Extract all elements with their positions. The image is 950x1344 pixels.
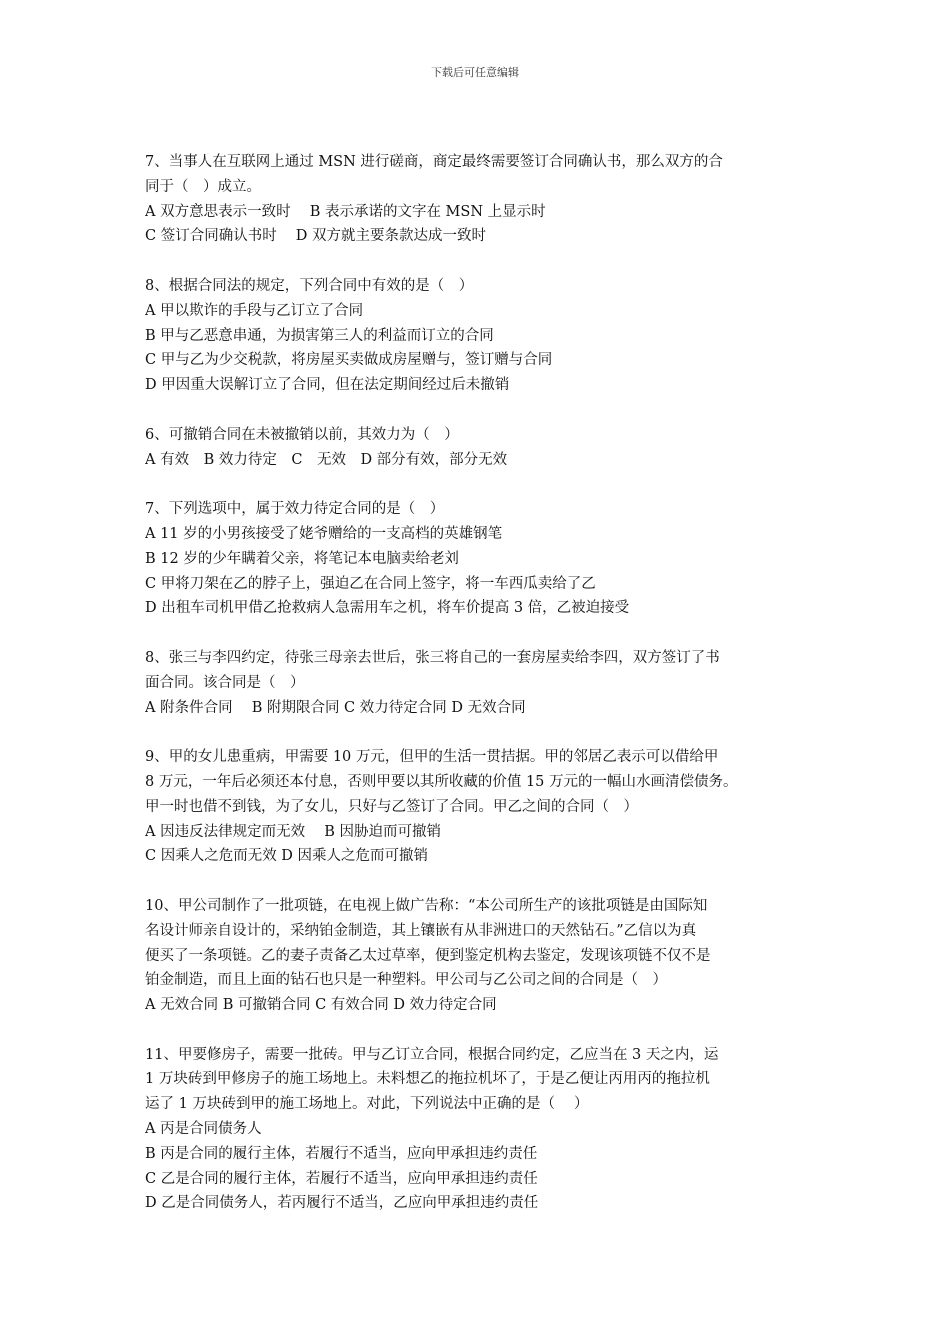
answer-options: C 因乘人之危而无效 D 因乘人之危而可撤销 — [145, 848, 429, 865]
question-9-loan — [145, 745, 821, 869]
question-8-valid-contract — [145, 274, 821, 398]
answer-option: A 甲以欺诈的手段与乙订立了合同 — [145, 302, 364, 319]
question-10-necklace — [145, 894, 821, 1018]
document-body — [145, 150, 821, 1241]
answer-option: C 乙是合同的履行主体，若履行不适当，应向甲承担违约责任 — [145, 1170, 538, 1187]
answer-options: A 双方意思表示一致时 B 表示承诺的文字在 MSN 上显示时 — [145, 203, 546, 220]
answer-option: C 甲将刀架在乙的脖子上，强迫乙在合同上签字，将一车西瓜卖给了乙 — [145, 575, 596, 592]
question-7-msn — [145, 150, 821, 249]
answer-option: D 甲因重大误解订立了合同，但在法定期间经过后未撤销 — [145, 377, 510, 394]
answer-option: B 丙是合同的履行主体，若履行不适当，应向甲承担违约责任 — [145, 1145, 538, 1162]
answer-options: A 无效合同 B 可撤销合同 C 有效合同 D 效力待定合同 — [145, 997, 497, 1014]
question-text: 甲一时也借不到钱，为了女儿，只好与乙签订了合同。甲乙之间的合同（ ） — [145, 798, 638, 815]
answer-option: D 乙是合同债务人，若丙履行不适当，乙应向甲承担违约责任 — [145, 1195, 539, 1212]
question-text: 6、可撤销合同在未被撤销以前，其效力为（ ） — [145, 426, 459, 443]
question-text: 面合同。该合同是（ ） — [145, 674, 305, 691]
question-text: 7、当事人在互联网上通过 MSN 进行磋商，商定最终需要签订合同确认书，那么双方的合 — [145, 154, 723, 170]
question-7-pending-validity — [145, 497, 821, 621]
question-text: 铂金制造，而且上面的钻石也只是一种塑料。甲公司与乙公司之间的合同是（ ） — [145, 972, 667, 989]
answer-options: C 签订合同确认书时 D 双方就主要条款达成一致时 — [145, 228, 487, 245]
question-text: 便买了一条项链。乙的妻子责备乙太过草率，便到鉴定机构去鉴定，发现该项链不仅不是 — [145, 947, 711, 964]
question-text: 9、甲的女儿患重病，甲需要 10 万元，但甲的生活一贯拮据。甲的邻居乙表示可以借给甲 — [145, 749, 719, 766]
question-text: 8、根据合同法的规定，下列合同中有效的是（ ） — [145, 277, 474, 294]
page-header: 下载后可任意编辑 — [431, 66, 519, 79]
question-text: 8、张三与李四约定，待张三母亲去世后，张三将自己的一套房屋卖给李四，双方签订了书 — [145, 649, 720, 666]
question-8-house-sale — [145, 646, 821, 720]
question-text: 8 万元，一年后必须还本付息，否则甲要以其所收藏的价值 15 万元的一幅山水画清偿债务。 — [145, 773, 738, 790]
question-text: 名设计师亲自设计的，采纳铂金制造，其上镶嵌有从非洲进口的天然钻石。”乙信以为真 — [145, 922, 697, 939]
answer-options: A 附条件合同 B 附期限合同 C 效力待定合同 D 无效合同 — [145, 699, 526, 716]
question-text: 1 万块砖到甲修房子的施工场地上。未料想乙的拖拉机坏了，于是乙便让丙用丙的拖拉机 — [145, 1071, 710, 1088]
question-text: 运了 1 万块砖到甲的施工场地上。对此，下列说法中正确的是（ ） — [145, 1096, 589, 1113]
answer-option: C 甲与乙为少交税款，将房屋买卖做成房屋赠与，签订赠与合同 — [145, 352, 553, 369]
question-text: 11、甲要修房子，需要一批砖。甲与乙订立合同，根据合同约定，乙应当在 3 天之内，运 — [145, 1046, 719, 1063]
answer-options: A 因违反法律规定而无效 B 因胁迫而可撤销 — [145, 823, 441, 840]
answer-option: B 甲与乙恶意串通，为损害第三人的利益而订立的合同 — [145, 327, 494, 344]
question-text: 同于（ ）成立。 — [145, 178, 261, 195]
answer-options: A 有效 B 效力待定 C 无效 D 部分有效，部分无效 — [145, 451, 508, 468]
question-text: 10、甲公司制作了一批项链，在电视上做广告称：“本公司所生产的该批项链是由国际知 — [145, 897, 708, 914]
answer-option: B 12 岁的少年瞒着父亲，将笔记本电脑卖给老刘 — [145, 550, 459, 567]
answer-option: D 出租车司机甲借乙抢救病人急需用车之机，将车价提高 3 倍，乙被迫接受 — [145, 600, 630, 617]
answer-option: A 丙是合同债务人 — [145, 1121, 262, 1138]
answer-option: A 11 岁的小男孩接受了姥爷赠给的一支高档的英雄钢笔 — [145, 525, 503, 542]
question-text: 7、下列选项中，属于效力待定合同的是（ ） — [145, 501, 445, 518]
question-6-revocable-contract — [145, 423, 821, 473]
question-11-bricks — [145, 1043, 821, 1217]
